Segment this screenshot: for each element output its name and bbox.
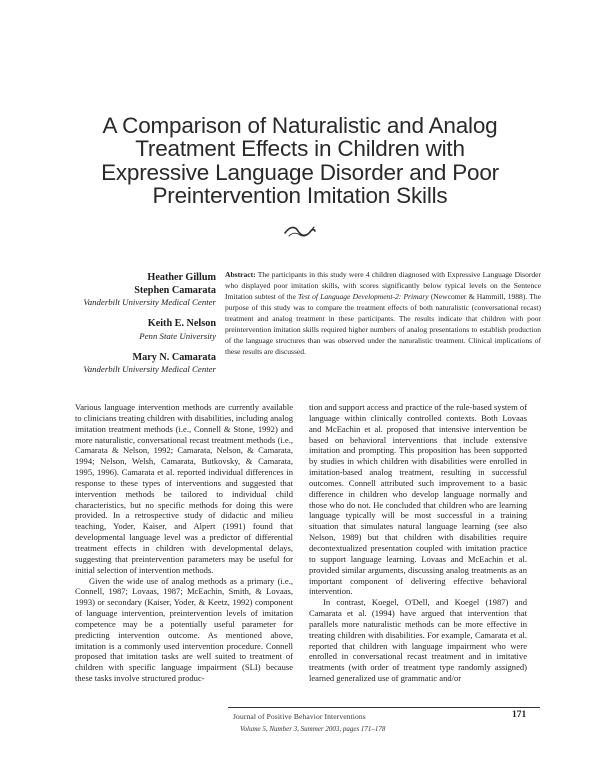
abstract-text: (Newcomer & Hammill, 1988). The purpose of this study was to compare the treatment effects of both naturalistic (conversational recast) treatment and analog treatment in these participants. The results indicate that children with poor preintervention imitation skills required higher numbers of analog presentations to establish production of the language structures than was observed under the naturalistic treatment. Clinical implications of these results are discussed.: [225, 291, 541, 356]
body-paragraph: tion and support access and practice of the rule-based system of language within clinically controlled contexts. Both Lovaas and McEachin et al. proposed that intensive intervention be based on behavioral interventions that include extensive imitation and prompting. This proposition has been supported by studies in which children with disabilities were enrolled in imitation-based analog treatment, resulting in successful outcomes. Connell attributed such improvement to a basic difference in children who develop language normally and those who do not. He concluded that children who are learning language typically will be most successful in a training situation that simulates natural language learning (see also Nelson, 1989) but that children with disabilities require decontextualized presentation coupled with imitation practice to support language learning. Lovaas and McEachin et al. provided similar arguments, discussing analog treatments as an important component of delivering effective behavioral intervention.: [309, 402, 527, 597]
article-title: [60, 114, 540, 208]
abstract-label: Abstract:: [225, 270, 256, 279]
author-affiliation: Penn State University: [139, 330, 216, 341]
abstract: [225, 270, 541, 358]
issue-info: Volume 5, Number 3, Summer 2003, pages 171–178: [240, 725, 386, 733]
body-paragraph: In contrast, Koegel, O'Dell, and Koegel (1987) and Camarata et al. (1994) have argued that intervention that parallels more naturalistic methods can be more effective in treating children with disabilities. For example, Camarata et al. reported that children with language impairment who were enrolled in conversational recast treatment and in imitative treatments (with order of treatment type randomly assigned) learned generalized use of grammatic and/or: [309, 597, 527, 684]
page-number: 171: [512, 710, 527, 720]
body-column-left: [75, 402, 293, 684]
author-name: Mary N. Camarata: [132, 351, 216, 363]
abstract-test-title: Test of Language Development-2: Primary: [298, 291, 429, 301]
title-line: Expressive Language Disorder and Poor: [101, 159, 499, 185]
author-block: [70, 272, 216, 375]
title-line: A Comparison of Naturalistic and Analog: [102, 113, 498, 138]
footer-rule: [228, 707, 540, 708]
body-column-right: [309, 402, 527, 684]
body-paragraph: Various language intervention methods are currently available to clinicians treating children with disabilities, including analog imitation treatment methods (i.e., Connell & Stone, 1992) and more naturalistic, conversational recast treatment methods (i.e., Camarata & Nelson, 1992; Camarata, Nelson, & Camarata, 1994; Nelson, Welsh, Camarata, Butkovsky, & Camarata, 1995, 1996). Camarata et al. reported individual differences in response to these types of interventions and suggested that intervention methods be tailored to individual child characteristics, but no specific methods for doing this were provided. In a retrospective study of didactic and milieu teaching, Yoder, Kaiser, and Alpert (1991) found that developmental language level was a predictor of differential treatment effects in children with developmental delays, suggesting that preintervention parameters may be useful for initial selection of intervention methods.: [75, 402, 293, 575]
swash-ornament-icon: [283, 224, 317, 240]
title-line: Treatment Effects in Children with: [135, 136, 465, 162]
author-name: Keith E. Nelson: [147, 318, 216, 329]
journal-name: Journal of Positive Behavior Interventions: [233, 712, 366, 721]
body-paragraph: Given the wide use of analog methods as a primary (i.e., Connell, 1987; Lovaas, 1987; McEachin, Smith, & Lovaas, 1993) or secondary (Kaiser, Yoder, & Keetz, 1992) component of language intervention, preintervention levels of imitation competence may be a potentially useful parameter for predicting intervention outcome. As mentioned above, imitation is a commonly used intervention procedure. Connell proposed that imitation tasks are well suited to treatment of children with specific language impairment (SLI) because these tasks involve structured produc-: [75, 575, 293, 684]
title-line: Preintervention Imitation Skills: [152, 183, 448, 209]
author-name: Stephen Camarata: [134, 284, 216, 296]
author-affiliation: Vanderbilt University Medical Center: [83, 297, 216, 307]
author-affiliation: Vanderbilt University Medical Center: [83, 364, 216, 374]
abstract-text: The participants in this study were 4 children diagnosed with Expressive Language Disorder who displayed poor imitation skills, with scores significantly below typical levels on the Sentence Imitation subtest of the: [225, 270, 541, 301]
author-name: Heather Gillum: [147, 272, 216, 283]
